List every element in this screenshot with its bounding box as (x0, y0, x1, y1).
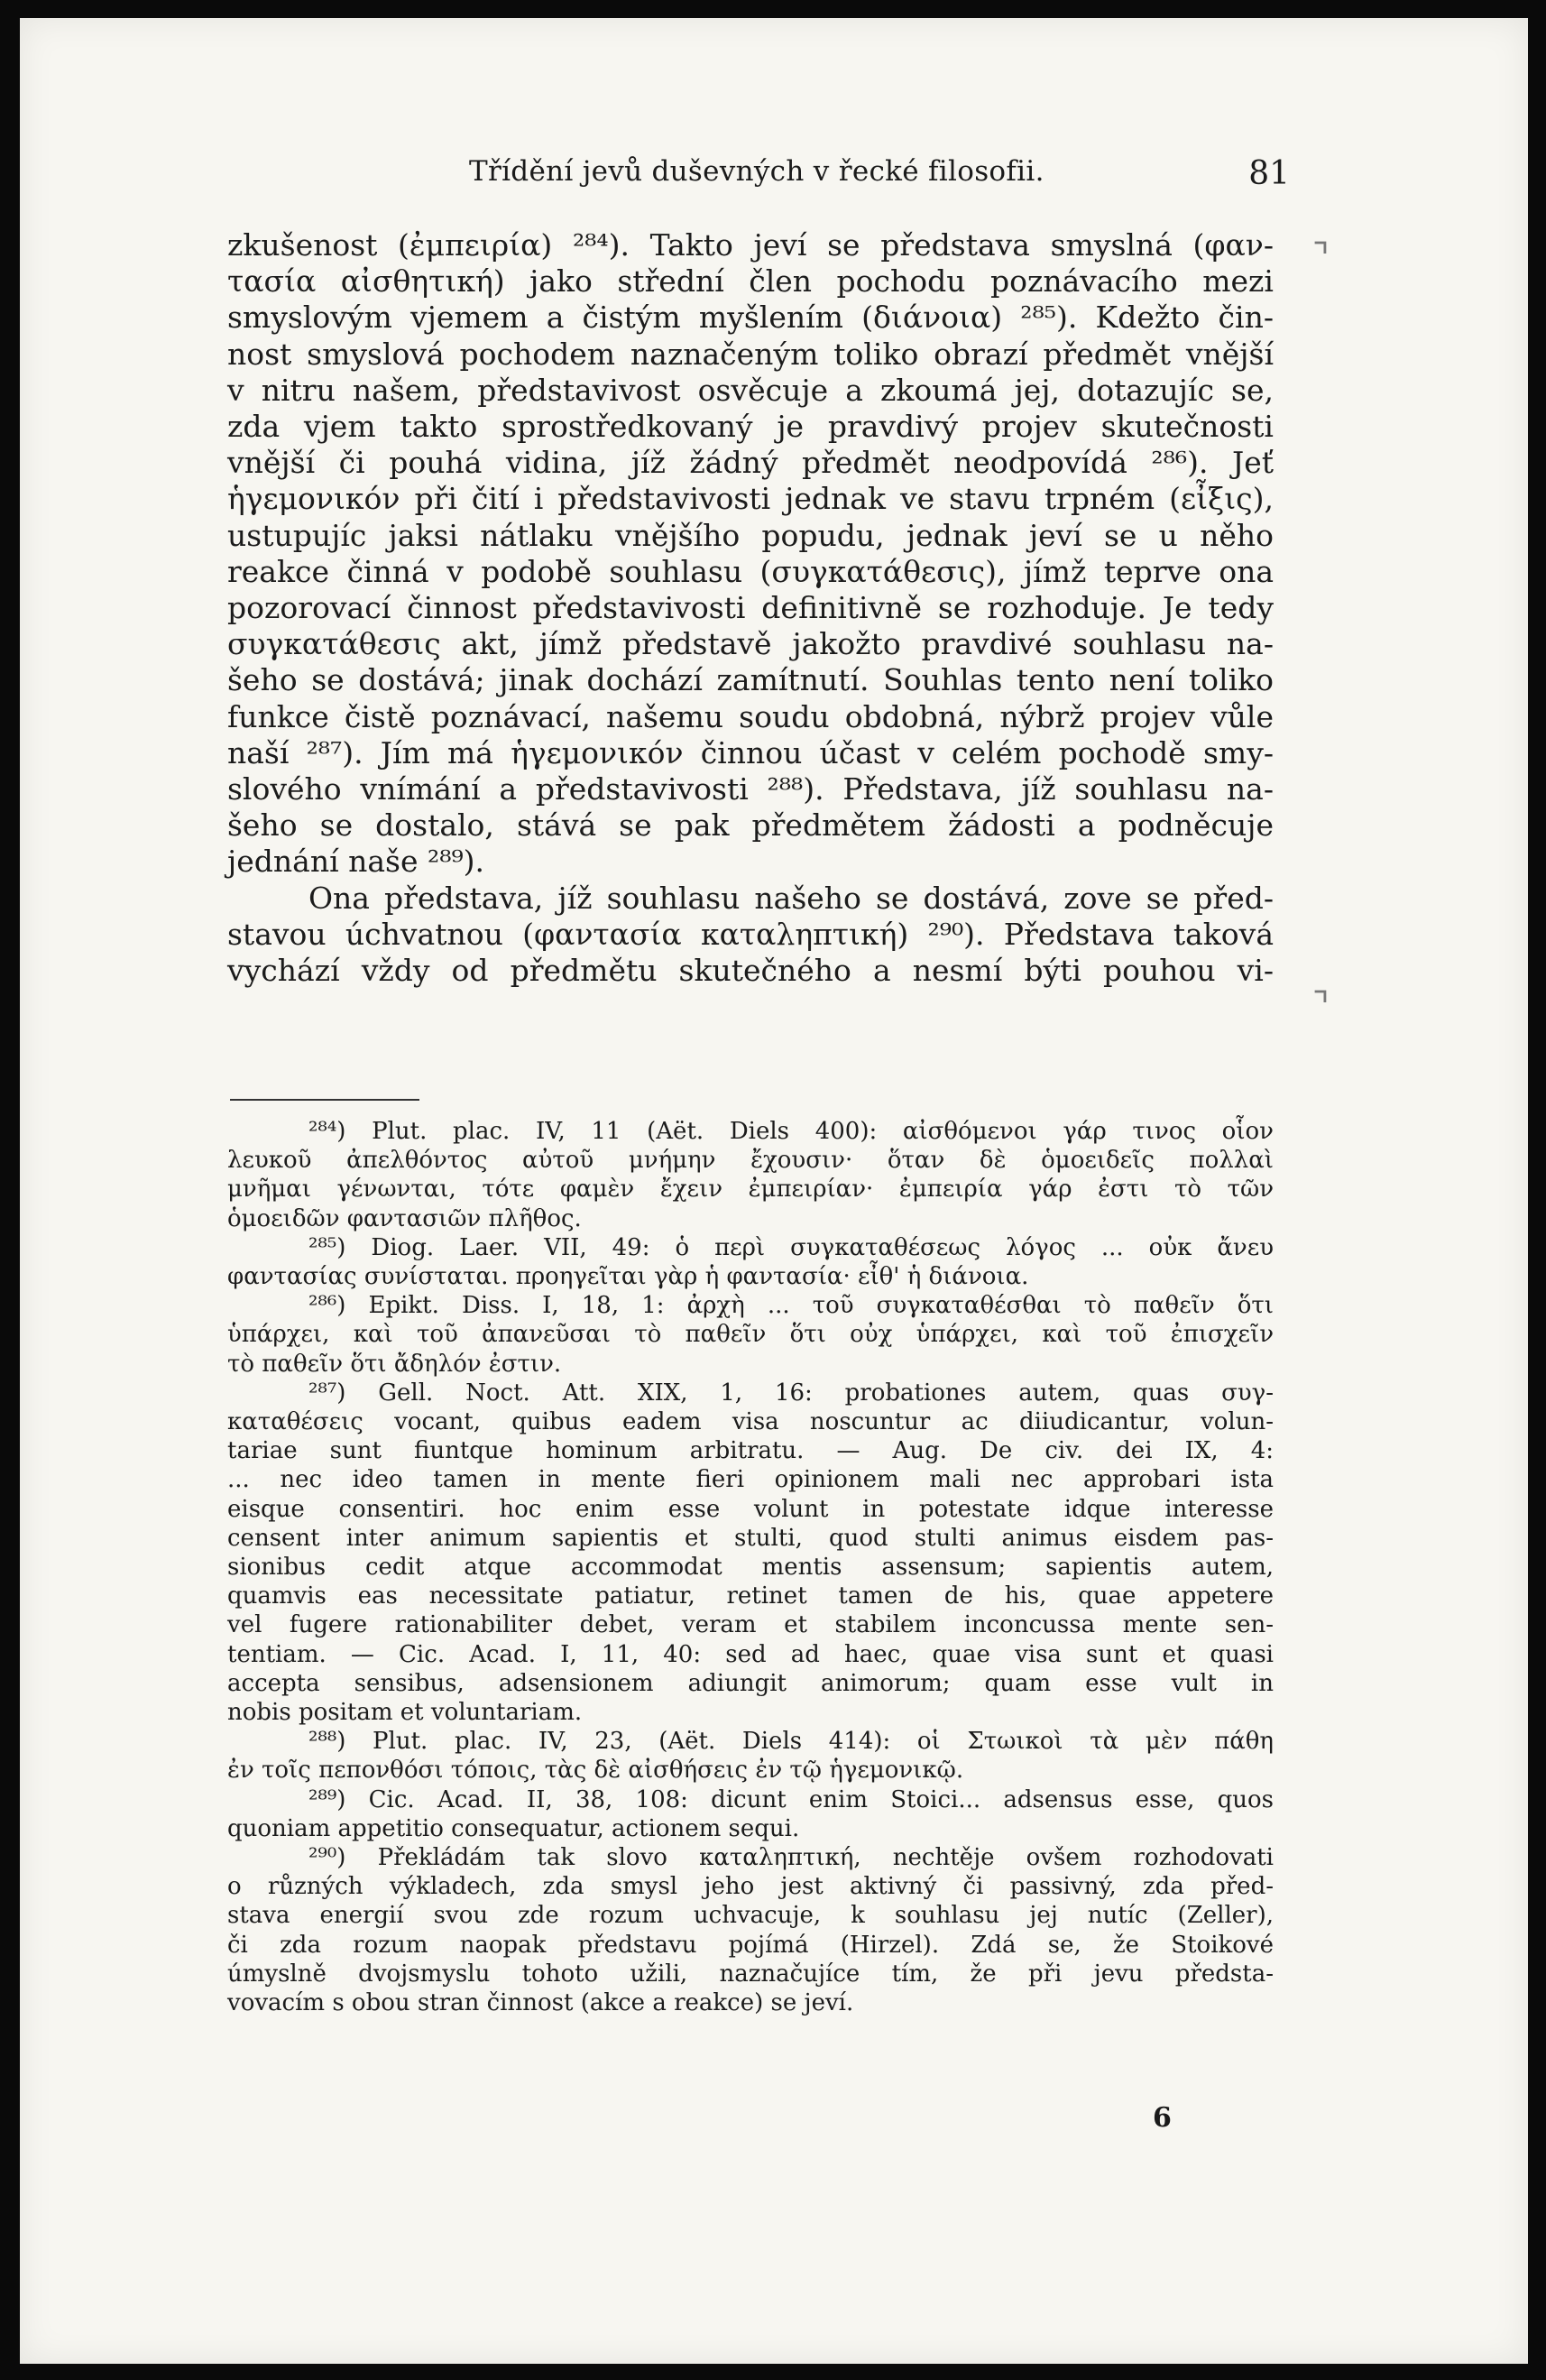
text-line: stavou úchvatnou (φαντασία καταληπτική) ²⁹⁰). Představa taková (227, 916, 1274, 952)
footnotes (227, 1117, 1274, 2017)
footnote-line: censent inter animum sapientis et stulti, quod stulti animus eisdem pas- (227, 1524, 1274, 1552)
footnote-line: ²⁸⁹) Cic. Acad. II, 38, 108: dicunt enim Stoici... adsensus esse, quos (308, 1785, 1274, 1813)
main-text (227, 227, 1274, 989)
text-line: ustupujíc jaksi nátlaku vnějšího popudu, jednak jeví se u něho (227, 517, 1274, 553)
running-title: Třídění jevů duševných v řecké filosofii. (469, 155, 1044, 188)
text-line: τασία αἰσθητική) jako střední člen pochodu poznávacího mezi (227, 263, 1274, 300)
margin-bracket-icon: ⌝ (1312, 985, 1330, 1027)
footnote-line: καταθέσεις vocant, quibus eadem visa noscuntur ac diiudicantur, volun- (227, 1408, 1274, 1436)
text-line: šeho se dostalo, stává se pak předmětem žádosti a podněcuje (227, 807, 1274, 844)
text-line: funkce čistě poznávací, našemu soudu obdobná, nýbrž projev vůle (227, 698, 1274, 734)
text-line: zkušenost (ἐμπειρία) ²⁸⁴). Takto jeví se představa smyslná (φαν- (227, 227, 1274, 263)
text-line: vychází vždy od předmětu skutečného a nesmí býti pouhou vi- (227, 953, 1274, 989)
footnote-line: úmyslně dvojsmyslu tohoto užili, naznačujíce tím, že při jevu předsta- (227, 1960, 1274, 1988)
footnote-line: ²⁸⁴) Plut. plac. IV, 11 (Aët. Diels 400): αἰσθόμενοι γάρ τινος οἷον (308, 1118, 1274, 1145)
text-line: jednání naše ²⁸⁹). (227, 844, 485, 880)
footnote-line: tariae sunt fiuntque hominum arbitratu. — Aug. De civ. dei IX, 4: (227, 1437, 1274, 1465)
footnote-line: ²⁸⁶) Epikt. Diss. I, 18, 1: ἀρχὴ ... τοῦ συγκαταθέσθαι τὸ παθεῖν ὅτι (308, 1292, 1274, 1320)
text-line: pozorovací činnost představivosti definitivně se rozhoduje. Je tedy (227, 590, 1274, 626)
footnote-line: ὁμοειδῶν φαντασιῶν πλῆθος. (227, 1204, 582, 1232)
footnote-line: τὸ παθεῖν ὅτι ἄδηλόν ἐστιν. (227, 1350, 562, 1378)
footnote-line: ἐν τοῖς πεπονθόσι τόποις, τὰς δὲ αἰσθήσεις ἐν τῷ ἡγεμονικῷ. (227, 1757, 964, 1785)
footnote-line: sionibus cedit atque accommodat mentis assensum; sapientis autem, (227, 1554, 1274, 1582)
footnote-line: nobis positam et voluntariam. (227, 1699, 583, 1727)
text-line: v nitru našem, představivost osvěcuje a zkoumá jej, dotazujíc se, (227, 372, 1274, 408)
footnote-line: quoniam appetitio consequatur, actionem sequi. (227, 1814, 800, 1842)
footnote-line: stava energií svou zde rozum uchvacuje, k souhlasu jej nutíc (Zeller), (227, 1902, 1274, 1930)
footnote-line: ²⁸⁸) Plut. plac. IV, 23, (Aët. Diels 414): οἱ Στωικοὶ τὰ μὲν πάθη (308, 1728, 1274, 1756)
footnote-line: o různých výkladech, zda smysl jeho jest aktivný či passivný, zda před- (227, 1873, 1274, 1901)
footnote-line: φαντασίας συνίσταται. προηγεῖται γὰρ ἡ φαντασία· εἶθ' ἡ διάνοια. (227, 1263, 1029, 1291)
text-line: Ona představa, jíž souhlasu našeho se dostává, zove se před- (308, 880, 1274, 916)
margin-bracket-icon: ⌝ (1312, 236, 1330, 278)
text-line: nost smyslová pochodem naznačeným toliko obrazí předmět vnější (227, 336, 1274, 372)
footnote-line: či zda rozum naopak představu pojímá (Hirzel). Zdá se, že Stoikové (227, 1931, 1274, 1959)
text-line: reakce činná v podobě souhlasu (συγκατάθεσις), jímž teprve ona (227, 553, 1274, 589)
footnote-line: tentiam. — Cic. Acad. I, 11, 40: sed ad haec, quae visa sunt et quasi (227, 1640, 1274, 1668)
text-line: slového vnímání a představivosti ²⁸⁸). Představa, jíž souhlasu na- (227, 771, 1274, 807)
footnote-line: ²⁸⁷) Gell. Noct. Att. XIX, 1, 16: probationes autem, quas συγ- (308, 1379, 1274, 1407)
footnote-rule (230, 1099, 419, 1101)
footnote-line: ²⁸⁵) Diog. Laer. VII, 49: ὁ περὶ συγκαταθέσεως λόγος ... οὐκ ἄνευ (308, 1233, 1274, 1261)
text-line: naší ²⁸⁷). Jím má ἡγεμονικόν činnou účast v celém pochodě smy- (227, 734, 1274, 770)
signature-mark: 6 (1153, 2102, 1172, 2134)
text-line: šeho se dostává; jinak dochází zamítnutí. Souhlas tento není toliko (227, 662, 1274, 698)
footnote-line: ... nec ideo tamen in mente fieri opinionem mali nec approbari ista (227, 1466, 1274, 1494)
page-number: 81 (1248, 155, 1290, 192)
text-line: smyslovým vjemem a čistým myšlením (διάνοια) ²⁸⁵). Kdežto čin- (227, 300, 1274, 336)
footnote-line: μνῆμαι γένωνται, τότε φαμὲν ἔχειν ἐμπειρίαν· ἐμπειρία γάρ ἐστι τὸ τῶν (227, 1176, 1274, 1204)
footnote-line: accepta sensibus, adsensionem adiungit animorum; quam esse vult in (227, 1669, 1274, 1697)
text-line: ἡγεμονικόν při čití i představivosti jednak ve stavu trpném (εἶξις), (227, 481, 1274, 517)
footnote-line: eisque consentiri. hoc enim esse volunt in potestate idque interesse (227, 1495, 1274, 1523)
footnote-line: vovacím s obou stran činnost (akce a reakce) se jeví. (227, 1989, 854, 2017)
footnote-line: vel fugere rationabiliter debet, veram et stabilem inconcussa mente sen- (227, 1611, 1274, 1639)
footnote-line: ὑπάρχει, καὶ τοῦ ἀπανεῦσαι τὸ παθεῖν ὅτι οὐχ ὑπάρχει, καὶ τοῦ ἐπισχεῖν (227, 1321, 1274, 1349)
footnote-line: ²⁹⁰) Překládám tak slovo καταληπτική, nechtěje ovšem rozhodovati (308, 1844, 1274, 1872)
text-line: vnější či pouhá vidina, jíž žádný předmět neodpovídá ²⁸⁶). Jeť (227, 445, 1274, 481)
footnote-line: λευκοῦ ἀπελθόντος αὐτοῦ μνήμην ἔχουσιν· ὅταν δὲ ὁμοειδεῖς πολλαὶ (227, 1147, 1274, 1175)
text-line: zda vjem takto sprostředkovaný je pravdivý projev skutečnosti (227, 409, 1274, 445)
text-line: συγκατάθεσις akt, jímž představě jakožto pravdivé souhlasu na- (227, 626, 1274, 662)
footnote-line: quamvis eas necessitate patiatur, retinet tamen de his, quae appetere (227, 1582, 1274, 1610)
